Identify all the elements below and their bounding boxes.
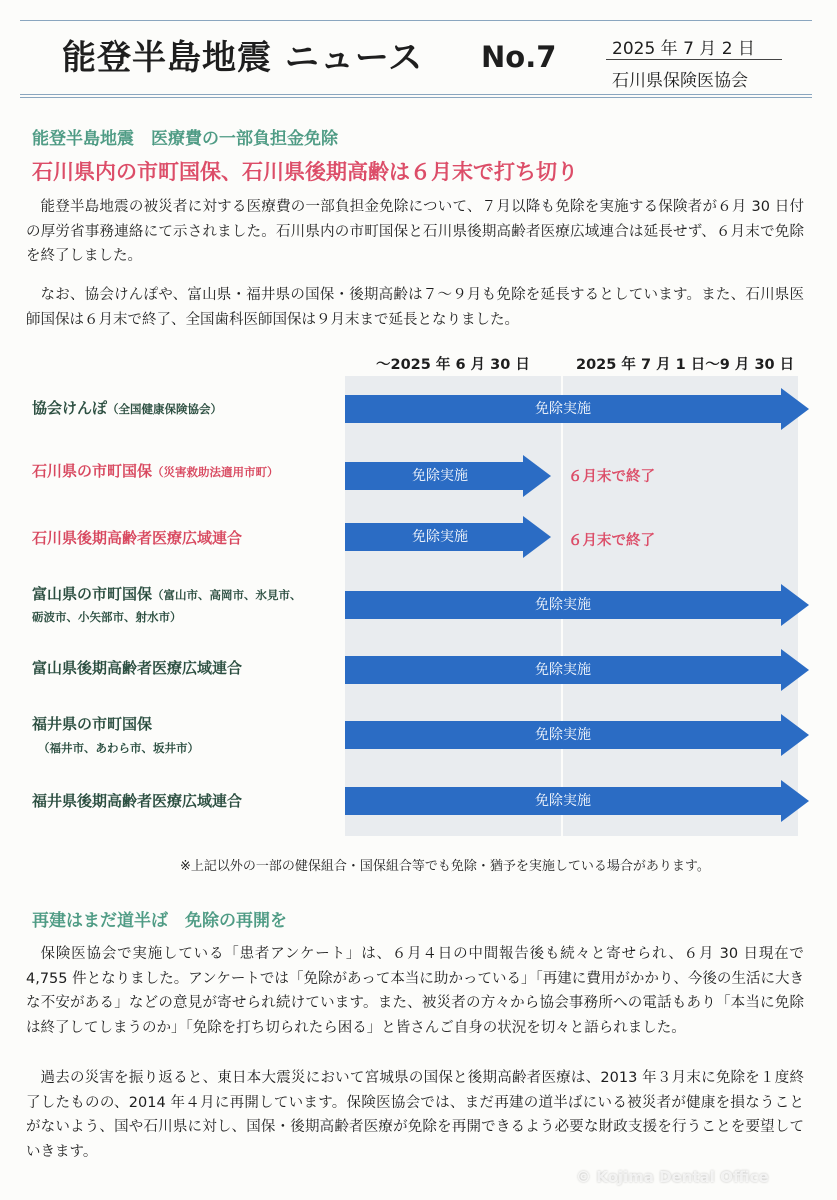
- table-footnote: ※上記以外の一部の健保組合・国保組合等でも免除・猶予を実施している場合があります。: [180, 859, 710, 874]
- arrow-label: 免除実施: [535, 727, 591, 743]
- row-label-sub: （災害救助法適用市町）: [152, 465, 279, 479]
- row-label-sub: （富山市、高岡市、氷見市、: [152, 588, 302, 602]
- row-label-fukui-koki: 福井県後期高齢者医療広域連合: [32, 792, 243, 810]
- row-label-sub-2: 砺波市、小矢部市、射水市）: [32, 610, 182, 624]
- header-rule: [20, 94, 812, 95]
- arrow-label: 免除実施: [412, 529, 468, 545]
- row-label-ishikawa-kokuho: [32, 460, 279, 481]
- end-status-label: ６月末で終了: [568, 533, 655, 549]
- row-label-sub: （全国健康保険協会）: [107, 402, 223, 416]
- exemption-arrow: [345, 516, 551, 558]
- exemption-arrow: [345, 714, 809, 756]
- arrow-label: 免除実施: [412, 468, 468, 484]
- arrow-label: 免除実施: [535, 401, 591, 417]
- exemption-arrow: [345, 455, 551, 497]
- column-header-period-1: 〜2025 年 6 月 30 日: [376, 357, 530, 373]
- article1-headline: 石川県内の市町国保、石川県後期高齢は６月末で打ち切り: [32, 160, 578, 184]
- issue-number: No.7: [481, 40, 557, 74]
- row-label-toyama-koki: 富山県後期高齢者医療広域連合: [32, 659, 243, 677]
- article2-paragraph-2: 過去の災害を振り返ると、東日本大震災において宮城県の国保と後期高齢者医療は、2013 年３月末に免除を１度終了したものの、2014 年４月に再開しています。保険医協会では、まだ再建の道半ばにいる被災者が健康を損なうことがないよう、国や石川県に対し、国保・後期高齢者医療が免除を再開できるよう必要な財政支援を行うことを要望していきます。: [26, 1070, 804, 1160]
- newsletter-title: 能登半島地震 ニュース: [62, 38, 424, 78]
- end-status-label: ６月末で終了: [568, 469, 655, 485]
- exemption-arrow: [345, 649, 809, 691]
- article1-paragraph-2: なお、協会けんぽや、富山県・福井県の国保・後期高齢は７〜９月も免除を延長するとしています。また、石川県医師国保は６月末で終了、全国歯科医師国保は９月末まで延長となりました。: [26, 287, 804, 328]
- row-label-fukui-kokuho: 福井県の市町国保: [32, 715, 153, 733]
- article1-heading: 能登半島地震 医療費の一部負担金免除: [32, 129, 338, 149]
- exemption-arrow: [345, 584, 809, 626]
- column-header-period-2: 2025 年 7 月 1 日〜9 月 30 日: [576, 357, 795, 373]
- row-label-text: 石川県の市町国保: [32, 462, 153, 480]
- article2-heading: 再建はまだ道半ば 免除の再開を: [32, 911, 287, 931]
- arrow-label: 免除実施: [535, 662, 591, 678]
- row-label-ishikawa-koki: 石川県後期高齢者医療広域連合: [32, 529, 243, 547]
- exemption-arrow: [345, 780, 809, 822]
- article1-paragraph-1: 能登半島地震の被災者に対する医療費の一部負担金免除について、７月以降も免除を実施する保険者が６月 30 日付の厚労省事務連絡にて示されました。石川県内の市町国保と石川県後期高齢者医療広域連合は延長せず、６月末で免除を終了しました。: [26, 199, 804, 264]
- publisher-name: 石川県保険医協会: [612, 71, 748, 91]
- row-label-sub-2: （福井市、あわら市、坂井市）: [38, 741, 199, 755]
- row-label-toyama-kokuho: [32, 583, 302, 604]
- row-label-text: 富山県の市町国保: [32, 585, 153, 603]
- date-divider: [606, 59, 782, 60]
- header-rule-2: [20, 97, 812, 98]
- watermark: © Kojima Dental Office: [576, 1168, 769, 1186]
- arrow-label: 免除実施: [535, 597, 591, 613]
- exemption-arrow: [345, 388, 809, 430]
- issue-date: 2025 年 7 月 2 日: [612, 39, 755, 59]
- arrow-label: 免除実施: [535, 793, 591, 809]
- row-label-kyokai-kenpo: [32, 397, 222, 418]
- article2-paragraph-1: 保険医協会で実施している「患者アンケート」は、６月４日の中間報告後も続々と寄せられ、６月 30 日現在で 4,755 件となりました。アンケートでは「免除があって本当に助かっている」「再建に費用がかかり、今後の生活に大きな不安がある」などの意見が寄せられ続けています。また、被災者の方々から協会事務所への電話もあり「本当に免除は終了してしまうのか」「免除を打ち切られたら困る」と皆さんご自身の状況を切々と語られました。: [26, 946, 804, 1036]
- row-label-text: 協会けんぽ: [32, 399, 108, 417]
- top-rule: [20, 20, 812, 21]
